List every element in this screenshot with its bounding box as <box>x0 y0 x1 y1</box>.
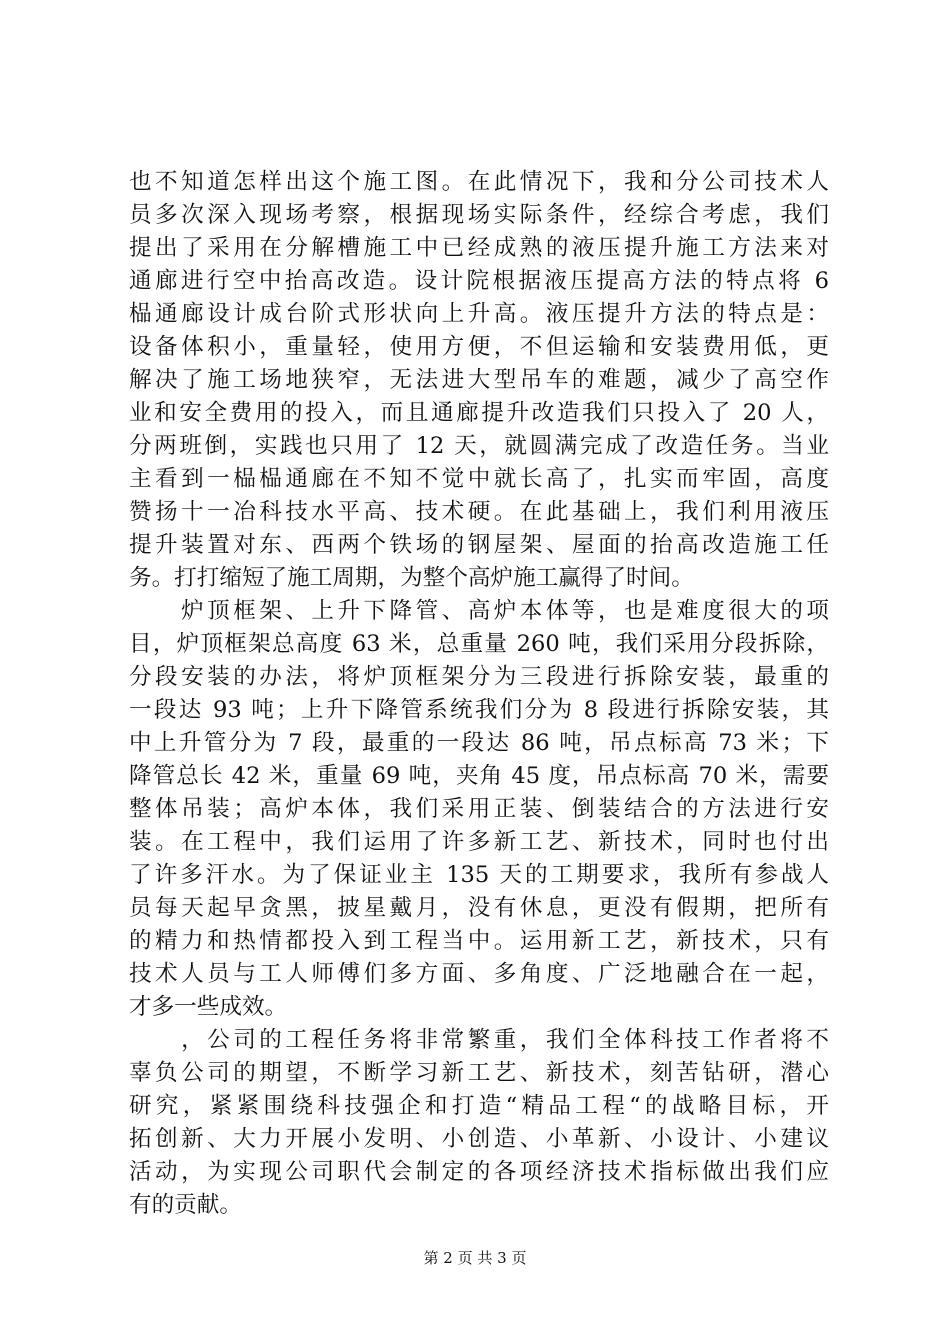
text-line: 也不知道怎样出这个施工图。在此情况下，我和分公司技术人 <box>129 169 829 195</box>
text-line: 分两班倒，实践也只用了 12 天，就圆满完成了改造任务。当业 <box>129 433 829 459</box>
page-footer: 第 2 页 共 3 页 <box>423 1249 527 1267</box>
text-line: ，公司的工程任务将非常繁重，我们全体科技工作者将不 <box>129 1027 829 1053</box>
text-line: 了许多汗水。为了保证业主 135 天的工期要求，我所有参战人 <box>129 862 829 888</box>
text-line: 业和安全费用的投入，而且通廊提升改造我们只投入了 20 人， <box>129 400 829 426</box>
paragraph <box>129 595 829 1024</box>
text-line: 装。在工程中，我们运用了许多新工艺、新技术，同时也付出 <box>129 829 829 855</box>
text-line: 一段达 93 吨；上升下降管系统我们分为 8 段进行拆除安装，其 <box>129 697 829 723</box>
text-line: 提出了采用在分解槽施工中已经成熟的液压提升施工方法来对 <box>129 235 829 261</box>
text-line: 解决了施工场地狭窄，无法进大型吊车的难题，减少了高空作 <box>129 367 829 393</box>
text-line: 分段安装的办法，将炉顶框架分为三段进行拆除安装，最重的 <box>129 664 829 690</box>
paragraph <box>129 166 829 595</box>
text-line: 技术人员与工人师傅们多方面、多角度、广泛地融合在一起， <box>129 961 829 987</box>
text-line: 拓创新、大力开展小发明、小创造、小革新、小设计、小建议 <box>129 1126 829 1152</box>
text-line: 主看到一榀榀通廊在不知不觉中就长高了，扎实而牢固，高度 <box>129 466 829 492</box>
text-line: 设备体积小，重量轻，使用方便，不但运输和安装费用低，更 <box>129 334 829 360</box>
text-line: 赞扬十一冶科技水平高、技术硬。在此基础上，我们利用液压 <box>129 499 829 525</box>
text-line: 中上升管分为 7 段，最重的一段达 86 吨，吊点标高 73 米；下 <box>129 730 829 756</box>
text-line: 炉顶框架、上升下降管、高炉本体等，也是难度很大的项 <box>129 598 829 624</box>
text-line: 员每天起早贪黑，披星戴月，没有休息，更没有假期，把所有 <box>129 895 829 921</box>
text-line: 研究，紧紧围绕科技强企和打造“精品工程“的战略目标，开 <box>129 1093 829 1119</box>
text-line: 整体吊装；高炉本体，我们采用正装、倒装结合的方法进行安 <box>129 796 829 822</box>
text-line: 辜负公司的期望，不断学习新工艺、新技术，刻苦钻研，潜心 <box>129 1060 829 1086</box>
paragraph <box>129 1024 829 1222</box>
text-line: 通廊进行空中抬高改造。设计院根据液压提高方法的特点将 6 <box>129 268 829 294</box>
text-line: 才多一些成效。 <box>129 994 288 1020</box>
text-line: 的精力和热情都投入到工程当中。运用新工艺，新技术，只有 <box>129 928 829 954</box>
text-line: 提升装置对东、西两个铁场的钢屋架、屋面的抬高改造施工任 <box>129 532 829 558</box>
text-line: 降管总长 42 米，重量 69 吨，夹角 45 度，吊点标高 70 米，需要 <box>129 763 829 789</box>
text-line: 目，炉顶框架总高度 63 米，总重量 260 吨，我们采用分段拆除， <box>129 631 829 657</box>
text-line: 员多次深入现场考察，根据现场实际条件，经综合考虑，我们 <box>129 202 829 228</box>
text-line: 有的贡献。 <box>129 1192 242 1218</box>
document-body <box>129 166 829 1222</box>
text-line: 务。打打缩短了施工周期，为整个高炉施工赢得了时间。 <box>129 565 694 591</box>
text-line: 活动，为实现公司职代会制定的各项经济技术指标做出我们应 <box>129 1159 829 1185</box>
text-line: 榀通廊设计成台阶式形状向上升高。液压提升方法的特点是： <box>129 301 829 327</box>
